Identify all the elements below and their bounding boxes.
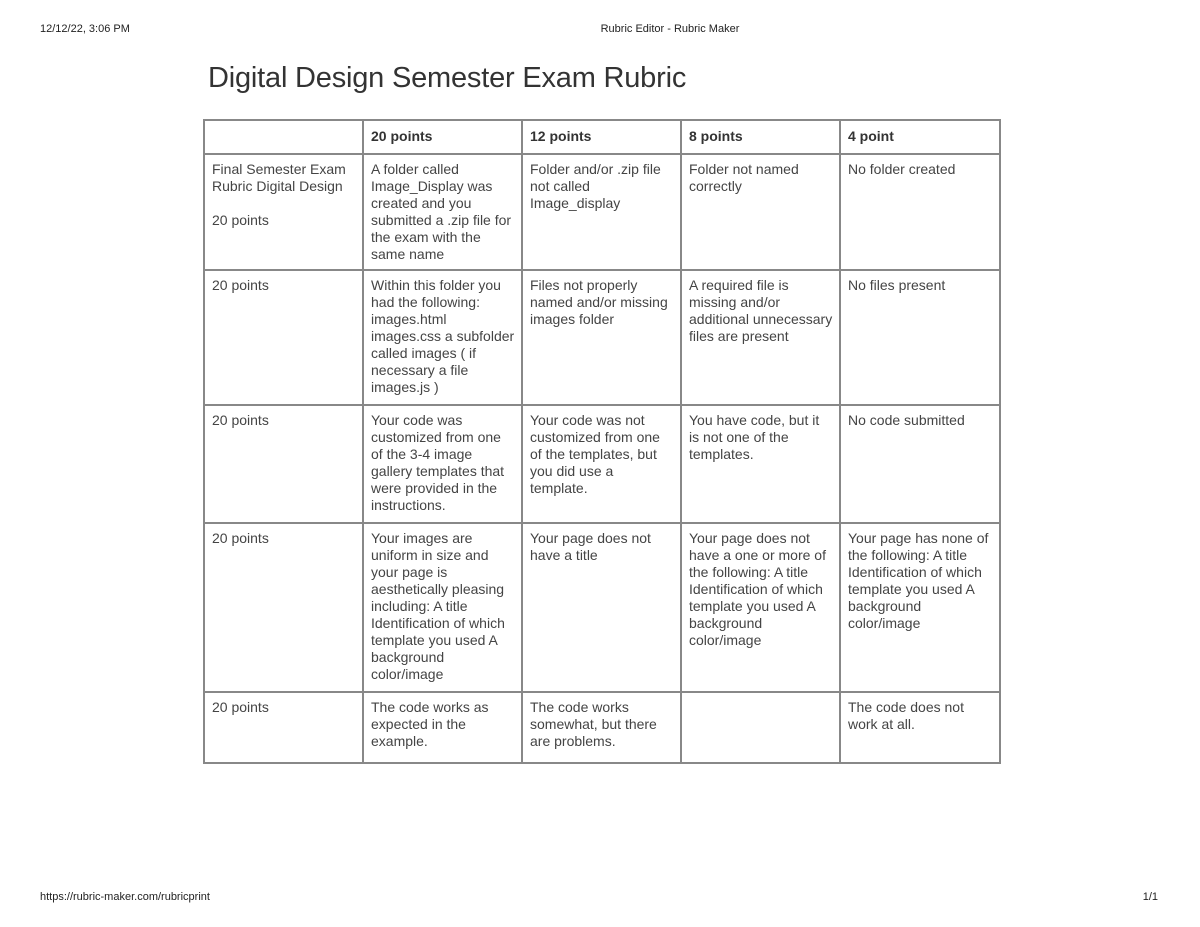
rubric-cell: Your code was not customized from one of the templates, but you did use a template. [522, 405, 681, 523]
rubric-cell: The code does not work at all. [840, 692, 1000, 763]
document-title: Digital Design Semester Exam Rubric [208, 62, 687, 94]
rubric-table [203, 119, 1001, 764]
print-datetime: 12/12/22, 3:06 PM [40, 23, 130, 35]
print-page-number: 1/1 [1142, 891, 1158, 903]
rubric-cell: No folder created [840, 154, 1000, 270]
criterion-points: 20 points [212, 412, 269, 428]
rubric-cell: Your page does not have a one or more of the following: A title Identification of which template you used A background color/image [681, 523, 840, 692]
header-cell-level-3: 8 points [681, 120, 840, 154]
criterion-cell [204, 405, 363, 523]
rubric-cell: You have code, but it is not one of the templates. [681, 405, 840, 523]
rubric-cell: No files present [840, 270, 1000, 405]
print-page-title: Rubric Editor - Rubric Maker [600, 23, 740, 35]
criterion-cell [204, 523, 363, 692]
rubric-cell: Your code was customized from one of the 3-4 image gallery templates that were provided in the instructions. [363, 405, 522, 523]
rubric-cell: Your page has none of the following: A title Identification of which template you used A background color/image [840, 523, 1000, 692]
criterion-title: Final Semester Exam Rubric Digital Design [212, 161, 346, 194]
header-cell-level-1: 20 points [363, 120, 522, 154]
rubric-cell: Files not properly named and/or missing images folder [522, 270, 681, 405]
header-cell-level-4: 4 point [840, 120, 1000, 154]
rubric-cell: No code submitted [840, 405, 1000, 523]
rubric-cell: Folder and/or .zip file not called Image_display [522, 154, 681, 270]
header-cell-level-2: 12 points [522, 120, 681, 154]
rubric-header-row [204, 120, 1000, 154]
header-cell-criteria [204, 120, 363, 154]
rubric-cell: A required file is missing and/or additional unnecessary files are present [681, 270, 840, 405]
rubric-cell: The code works as expected in the example. [363, 692, 522, 763]
rubric-cell: Folder not named correctly [681, 154, 840, 270]
table-row [204, 405, 1000, 523]
rubric-cell: Your page does not have a title [522, 523, 681, 692]
rubric-cell: The code works somewhat, but there are problems. [522, 692, 681, 763]
rubric-cell: A folder called Image_Display was created and you submitted a .zip file for the exam with the same name [363, 154, 522, 270]
rubric-cell: Within this folder you had the following: images.html images.css a subfolder called images ( if necessary a file images.js ) [363, 270, 522, 405]
rubric-cell [681, 692, 840, 763]
print-url: https://rubric-maker.com/rubricprint [40, 891, 210, 903]
rubric-cell: Your images are uniform in size and your page is aesthetically pleasing including: A title Identification of which template you used A background color/image [363, 523, 522, 692]
criterion-points: 20 points [212, 212, 269, 228]
table-row [204, 523, 1000, 692]
criterion-points: 20 points [212, 530, 269, 546]
criterion-cell [204, 154, 363, 270]
table-row [204, 154, 1000, 270]
criterion-points: 20 points [212, 277, 269, 293]
criterion-cell [204, 270, 363, 405]
criterion-points: 20 points [212, 699, 269, 715]
criterion-cell [204, 692, 363, 763]
table-row [204, 692, 1000, 763]
table-row [204, 270, 1000, 405]
